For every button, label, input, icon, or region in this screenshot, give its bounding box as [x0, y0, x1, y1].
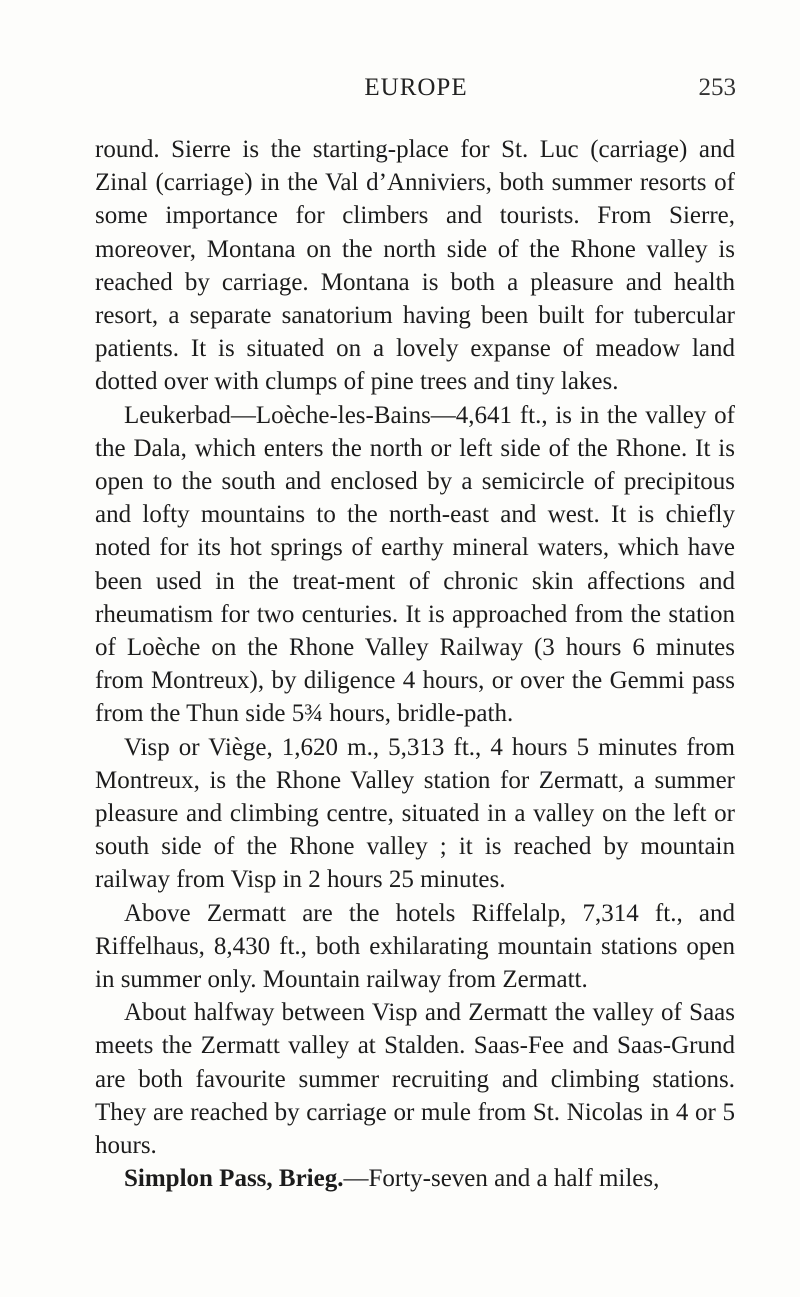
paragraph-text: Leukerbad—Loèche-les-Bains—4,641 ft., is in the valley of the Dala, which enters the north or left side of the Rhone. It is open to the south and enclosed by a semicircle of precipitous and lofty mountains to the north-east and west. It is chiefly noted for its hot springs of earthy mineral waters, which have been used in the treat-ment of chronic skin affections and rheumatism for two centuries. It is approached from the station of Loèche on the Rhone Valley Railway (3 hours 6 minutes from Montreux), by diligence 4 hours, or over the Gemmi pass from the Thun side 5¾ hours, bridle-path. [95, 401, 735, 728]
paragraph-simplon [95, 1162, 735, 1195]
body-text [95, 133, 735, 1196]
paragraph-continued [95, 133, 735, 399]
page-number: 253 [698, 74, 736, 101]
page-header-title: EUROPE [364, 74, 468, 101]
paragraph-leukerbad [95, 399, 735, 731]
paragraph-text: —Forty-seven and a half miles, [343, 1165, 660, 1193]
paragraph-saas [95, 996, 735, 1162]
running-head [96, 74, 736, 114]
paragraph-text: About halfway between Visp and Zermatt the valley of Saas meets the Zermatt valley at Stalden. Saas-Fee and Saas-Grund are both favourite summer recruiting and climbing stations. They are reached by carriage or mule from St. Nicolas in 4 or 5 hours. [95, 999, 735, 1160]
paragraph-text: round. Sierre is the starting-place for St. Luc (carriage) and Zinal (carriage) in the Val d’Anniviers, both summer resorts of some importance for climbers and tourists. From Sierre, moreover, Montana on the north side of the Rhone valley is reached by carriage. Montana is both a pleasure and health resort, a separate sanatorium having been built for tubercular patients. It is situated on a lovely expanse of meadow land dotted over with clumps of pine trees and tiny lakes. [95, 136, 735, 396]
paragraph-lead-heading: Simplon Pass, Brieg. [124, 1165, 344, 1193]
paragraph-zermatt-hotels [95, 897, 735, 997]
paragraph-text: Above Zermatt are the hotels Riffelalp, 7,314 ft., and Riffelhaus, 8,430 ft., both exhilarating mountain stations open in summer only. Mountain railway from Zermatt. [95, 899, 735, 994]
paragraph-visp [95, 731, 735, 897]
paragraph-text: Visp or Viège, 1,620 m., 5,313 ft., 4 hours 5 minutes from Montreux, is the Rhone Valley station for Zermatt, a summer pleasure and climbing centre, situated in a valley on the left or south side of the Rhone valley ; it is reached by mountain railway from Visp in 2 hours 25 minutes. [95, 733, 735, 894]
